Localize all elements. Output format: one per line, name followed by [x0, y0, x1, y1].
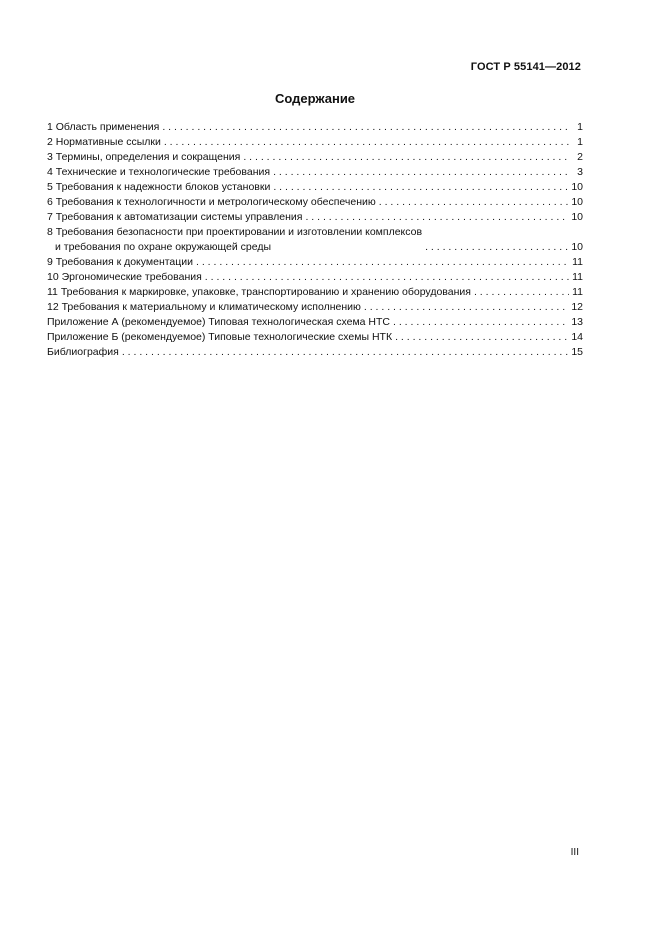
toc-entry-7[interactable] [47, 210, 583, 225]
toc-leader-dots [393, 315, 568, 330]
toc-entry-text: Приложение А (рекомендуемое) Типовая технологическая схема НТС [47, 316, 391, 328]
toc-entry-5[interactable] [47, 180, 583, 195]
toc-entry-page: 3 [577, 166, 583, 178]
toc-entry-text: 1 Область применения [47, 121, 160, 133]
toc-entry-text: 3 Термины, определения и сокращения [47, 151, 241, 163]
toc-entry-text: 10 Эргономические требования [47, 271, 202, 283]
toc-entry-bibliography[interactable] [47, 345, 583, 360]
toc-entry-11[interactable] [47, 285, 583, 300]
toc-leader-dots [243, 150, 570, 165]
toc-leader-dots [379, 195, 569, 210]
toc-entry-4[interactable] [47, 165, 583, 180]
toc-entry-text-line1: 8 Требования безопасности при проектировании и изготовлении комплексов [47, 226, 423, 238]
toc-entry-text-line2: и требования по охране окружающей среды [55, 241, 271, 253]
toc-entry-text: 12 Требования к материальному и климатическому исполнению [47, 301, 361, 313]
toc-leader-dots [425, 240, 568, 255]
toc-leader-dots [395, 330, 568, 345]
toc-entry-text: 2 Нормативные ссылки [47, 136, 161, 148]
toc-entry-6[interactable] [47, 195, 583, 210]
toc-entry-page: 12 [571, 301, 583, 313]
toc-entry-10[interactable] [47, 270, 583, 285]
toc-entry-page: 13 [571, 316, 583, 328]
toc-entry-2[interactable] [47, 135, 583, 150]
toc-entry-text: Библиография [47, 346, 119, 358]
page-number: III [570, 847, 579, 858]
toc-entry-text: 4 Технические и технологические требования [47, 166, 271, 178]
toc-leader-dots [196, 255, 569, 270]
toc-entry-page: 10 [571, 196, 583, 208]
toc-leader-dots [474, 285, 569, 300]
page-title: Содержание [274, 91, 356, 106]
toc-entry-page: 11 [572, 286, 583, 298]
toc-entry-text [47, 225, 422, 255]
table-of-contents [47, 120, 583, 360]
toc-entry-appendix-a[interactable] [47, 315, 583, 330]
document-standard-header: ГОСТ Р 55141—2012 [470, 61, 581, 73]
toc-entry-page: 1 [577, 136, 583, 148]
toc-entry-text: Приложение Б (рекомендуемое) Типовые технологические схемы НТК [47, 331, 393, 343]
toc-entry-page: 11 [572, 271, 583, 283]
toc-entry-page: 10 [571, 241, 583, 253]
toc-entry-text: 9 Требования к документации [47, 256, 194, 268]
toc-entry-page: 1 [577, 121, 583, 133]
toc-entry-text: 5 Требования к надежности блоков установки [47, 181, 271, 193]
toc-leader-dots [364, 300, 568, 315]
toc-entry-8[interactable] [47, 225, 583, 255]
toc-leader-dots [273, 165, 570, 180]
toc-entry-page: 15 [571, 346, 583, 358]
toc-entry-9[interactable] [47, 255, 583, 270]
toc-entry-text: 6 Требования к технологичности и метрологическому обеспечению [47, 196, 376, 208]
toc-leader-dots [205, 270, 569, 285]
toc-entry-3[interactable] [47, 150, 583, 165]
toc-entry-page: 2 [577, 151, 583, 163]
toc-entry-text: 7 Требования к автоматизации системы управления [47, 211, 303, 223]
toc-leader-dots [162, 120, 570, 135]
toc-leader-dots [164, 135, 570, 150]
toc-leader-dots [305, 210, 568, 225]
toc-entry-page: 11 [572, 256, 583, 268]
toc-entry-text: 11 Требования к маркировке, упаковке, транспортированию и хранению оборудования [47, 286, 471, 298]
toc-entry-page: 10 [571, 211, 583, 223]
toc-entry-page: 10 [571, 181, 583, 193]
toc-entry-1[interactable] [47, 120, 583, 135]
toc-leader-dots [122, 345, 568, 360]
toc-entry-appendix-b[interactable] [47, 330, 583, 345]
toc-entry-12[interactable] [47, 300, 583, 315]
toc-entry-page: 14 [571, 331, 583, 343]
toc-leader-dots [273, 180, 568, 195]
